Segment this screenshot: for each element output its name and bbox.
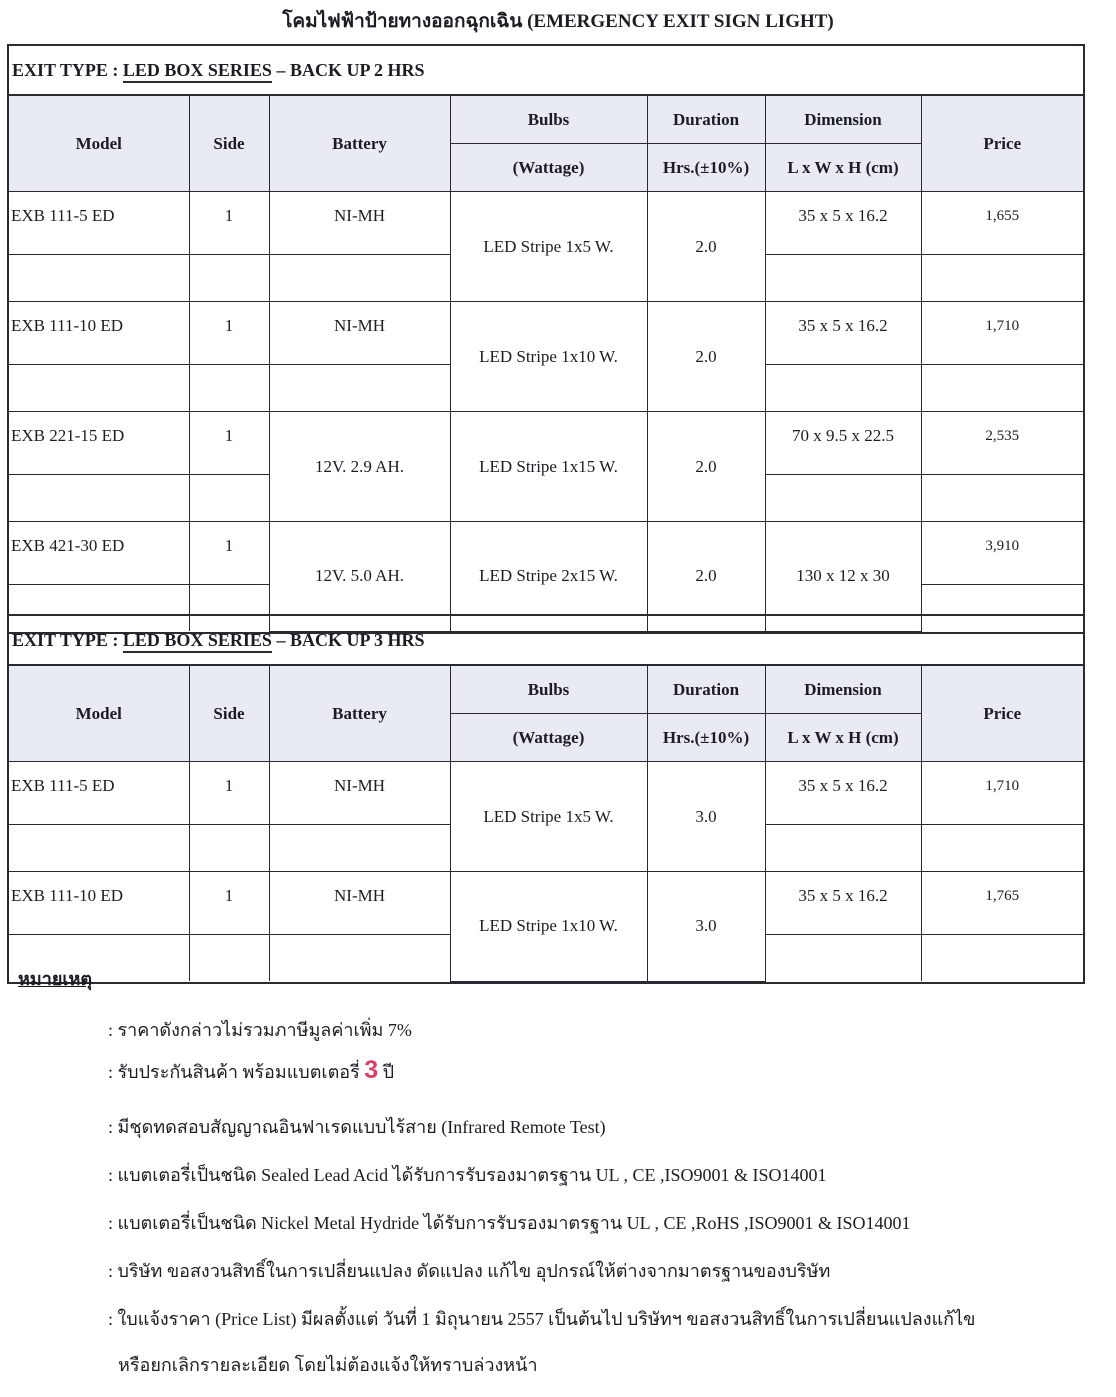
side-cell: 1 xyxy=(189,762,269,825)
bulbs-cell: LED Stripe 1x5 W. xyxy=(450,192,647,302)
col-lwh: L x W x H (cm) xyxy=(765,144,921,192)
note-rights: : บริษัท ขอสงวนสิทธิ์ในการเปลี่ยนแปลง ดัดแปลง แก้ไข อุปกรณ์ให้ต่างจากมาตรฐานของบริษัท xyxy=(108,1261,831,1281)
duration-cell: 3.0 xyxy=(647,872,765,982)
table-row xyxy=(9,192,1083,255)
col-battery: Battery xyxy=(269,666,450,762)
col-wattage: (Wattage) xyxy=(450,144,647,192)
note-price-list-cont: หรือยกเลิกรายละเอียด โดยไม่ต้องแจ้งให้ทราบล่วงหน้า xyxy=(118,1355,538,1375)
col-bulbs: Bulbs xyxy=(450,666,647,714)
battery-cell: NI-MH xyxy=(269,762,450,825)
col-duration: Duration xyxy=(647,96,765,144)
col-hrs: Hrs.(±10%) xyxy=(647,144,765,192)
table-row xyxy=(9,872,1083,935)
battery-cell: NI-MH xyxy=(269,192,450,255)
model-cell: EXB 111-5 ED xyxy=(9,762,189,825)
price-cell: 1,655 xyxy=(921,192,1083,255)
col-side: Side xyxy=(189,96,269,192)
bulbs-cell: LED Stripe 2x15 W. xyxy=(450,522,647,632)
col-model: Model xyxy=(9,96,189,192)
duration-cell: 2.0 xyxy=(647,192,765,302)
section-backup-2hrs xyxy=(7,44,1085,634)
section-backup-3hrs xyxy=(7,614,1085,984)
side-cell: 1 xyxy=(189,522,269,585)
col-side: Side xyxy=(189,666,269,762)
warranty-years: 3 xyxy=(364,1056,379,1084)
dimension-cell: 70 x 9.5 x 22.5 xyxy=(765,412,921,475)
side-cell: 1 xyxy=(189,412,269,475)
page-title: โคมไฟฟ้าป้ายทางออกฉุกเฉิน (EMERGENCY EXIT SIGN LIGHT) xyxy=(282,11,834,32)
model-cell: EXB 111-10 ED xyxy=(9,302,189,365)
model-cell: EXB 111-5 ED xyxy=(9,192,189,255)
battery-cell: NI-MH xyxy=(269,872,450,935)
series-name: LED BOX SERIES xyxy=(123,60,272,83)
table-row xyxy=(9,302,1083,365)
col-lwh: L x W x H (cm) xyxy=(765,714,921,762)
side-cell: 1 xyxy=(189,302,269,365)
exit-type-label: EXIT TYPE : xyxy=(12,630,119,650)
col-dimension: Dimension xyxy=(765,666,921,714)
price-cell: 1,765 xyxy=(921,872,1083,935)
exit-type-label: EXIT TYPE : xyxy=(12,60,119,80)
note-warranty-unit: ปี xyxy=(382,1062,395,1082)
col-bulbs: Bulbs xyxy=(450,96,647,144)
bulbs-cell: LED Stripe 1x10 W. xyxy=(450,302,647,412)
note-nimh-battery: : แบตเตอรี่เป็นชนิด Nickel Metal Hydride ได้รับการรับรองมาตรฐาน UL , CE ,RoHS ,ISO9001 & ISO14001 xyxy=(108,1213,911,1233)
price-cell: 1,710 xyxy=(921,302,1083,365)
bulbs-cell: LED Stripe 1x10 W. xyxy=(450,872,647,982)
col-dimension: Dimension xyxy=(765,96,921,144)
section-header xyxy=(9,616,1083,666)
note-sla-battery: : แบตเตอรี่เป็นชนิด Sealed Lead Acid ได้รับการรับรองมาตรฐาน UL , CE ,ISO9001 & ISO14001 xyxy=(108,1165,827,1185)
bulbs-cell: LED Stripe 1x15 W. xyxy=(450,412,647,522)
note-warranty-text: : รับประกันสินค้า พร้อมแบตเตอรี่ xyxy=(108,1062,360,1082)
side-cell: 1 xyxy=(189,192,269,255)
duration-cell: 2.0 xyxy=(647,302,765,412)
note-remote-test: : มีชุดทดสอบสัญญาณอินฟาเรดแบบไร้สาย (Infrared Remote Test) xyxy=(108,1117,606,1137)
price-cell: 2,535 xyxy=(921,412,1083,475)
col-battery: Battery xyxy=(269,96,450,192)
price-cell: 1,710 xyxy=(921,762,1083,825)
notes-heading: หมายเหตุ xyxy=(18,969,93,989)
table-row xyxy=(9,762,1083,825)
dimension-cell: 35 x 5 x 16.2 xyxy=(765,192,921,255)
series-name: LED BOX SERIES xyxy=(123,630,272,653)
battery-cell: NI-MH xyxy=(269,302,450,365)
col-duration: Duration xyxy=(647,666,765,714)
col-price: Price xyxy=(921,96,1083,192)
duration-cell: 2.0 xyxy=(647,522,765,632)
model-cell: EXB 221-15 ED xyxy=(9,412,189,475)
col-wattage: (Wattage) xyxy=(450,714,647,762)
duration-cell: 3.0 xyxy=(647,762,765,872)
col-hrs: Hrs.(±10%) xyxy=(647,714,765,762)
table-row xyxy=(9,412,1083,475)
duration-cell: 2.0 xyxy=(647,412,765,522)
model-cell: EXB 421-30 ED xyxy=(9,522,189,585)
price-table xyxy=(9,666,1083,982)
price-cell: 3,910 xyxy=(921,522,1083,585)
table-row xyxy=(9,522,1083,585)
battery-cell: 12V. 5.0 AH. xyxy=(269,522,450,632)
section-header xyxy=(9,46,1083,96)
notes-section xyxy=(18,964,1098,1375)
note-price-list: : ใบแจ้งราคา (Price List) มีผลตั้งแต่ วันที่ 1 มิถุนายน 2557 เป็นต้นไป บริษัทฯ ขอสงวนสิทธิ์ในการเปลี่ยนแปลงแก้ไข xyxy=(108,1309,976,1329)
bulbs-cell: LED Stripe 1x5 W. xyxy=(450,762,647,872)
dimension-cell: 35 x 5 x 16.2 xyxy=(765,762,921,825)
side-cell: 1 xyxy=(189,872,269,935)
dimension-cell: 35 x 5 x 16.2 xyxy=(765,302,921,365)
backup-label: – BACK UP 2 HRS xyxy=(276,60,425,80)
battery-cell: 12V. 2.9 AH. xyxy=(269,412,450,522)
price-table xyxy=(9,96,1083,632)
col-model: Model xyxy=(9,666,189,762)
model-cell: EXB 111-10 ED xyxy=(9,872,189,935)
col-price: Price xyxy=(921,666,1083,762)
dimension-cell: 130 x 12 x 30 xyxy=(765,522,921,632)
backup-label: – BACK UP 3 HRS xyxy=(276,630,425,650)
note-warranty xyxy=(108,1056,394,1086)
note-vat: : ราคาดังกล่าวไม่รวมภาษีมูลค่าเพิ่ม 7% xyxy=(108,1020,412,1040)
dimension-cell: 35 x 5 x 16.2 xyxy=(765,872,921,935)
